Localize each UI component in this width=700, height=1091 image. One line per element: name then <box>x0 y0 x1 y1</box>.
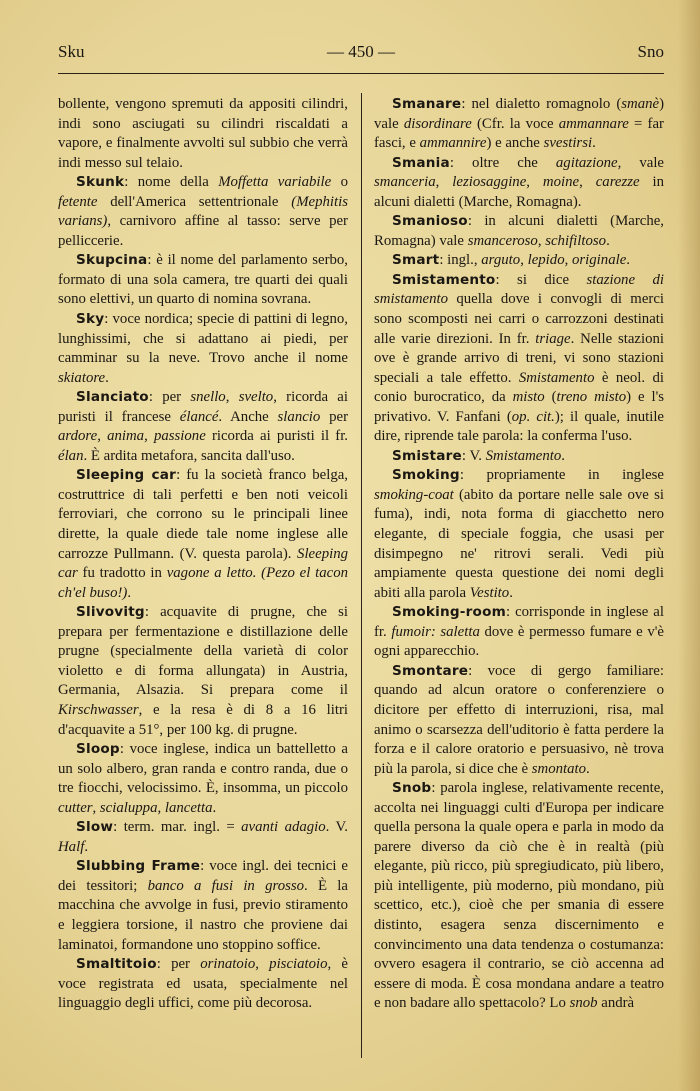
entry-headword: Smaltitoio <box>76 956 157 973</box>
entry-text: : voce inglese, indica un battelletto a un solo albero, gran randa e contro randa, due o tre fiocchi, velocissimo. È, insomma, un piccolo <box>58 741 348 797</box>
dictionary-entry <box>374 154 664 213</box>
entry-headword: Skunk <box>76 174 125 191</box>
entry-text: , è voce registrata ed usata, specialmente nel linguaggio degli uffici, come più decorosa. <box>58 956 349 1012</box>
italic-term: moine <box>542 174 580 191</box>
dictionary-entry <box>58 251 348 310</box>
italic-term: treno misto <box>556 389 627 406</box>
entry-text: , <box>579 174 596 191</box>
entry-text: : per <box>148 389 191 406</box>
entry-text: , <box>225 389 239 406</box>
italic-term: misto <box>512 389 545 406</box>
italic-term: smontato <box>531 760 587 777</box>
entry-text: , <box>255 956 270 973</box>
entry-text: quella dove i convogli di merci sono scomposti nei carri o carrozzoni destinati alle varie direzioni. In fr. <box>374 291 664 347</box>
entry-text: . Nelle stazioni ove è grande arrivo di treni, vi sono stazioni speciali a tale effetto. <box>374 330 665 386</box>
dictionary-entry <box>374 779 664 1014</box>
italic-term: smoking-coat <box>374 486 454 503</box>
entry-headword: Smistamento <box>392 271 496 288</box>
italic-term: banco a fusi in grosso <box>147 877 305 894</box>
entry-text: . <box>606 232 610 249</box>
italic-term: Smistamento <box>485 447 562 464</box>
italic-term: slancio <box>277 408 321 425</box>
entry-text: ) e l's privativo. V. Fanfani ( <box>374 389 664 425</box>
entry-text: = far fasci, e <box>374 115 664 152</box>
entry-headword: Smania <box>392 154 450 171</box>
entry-text: : propriamente in inglese <box>459 467 664 484</box>
header-left-guide-word: Sku <box>58 42 85 61</box>
italic-term: op. cit. <box>511 408 555 425</box>
italic-term: triage <box>535 330 571 347</box>
italic-term: (Mephitis varians) <box>58 193 348 230</box>
page-number: — 450 — <box>327 42 395 61</box>
entry-text: fu tradotto in <box>77 565 167 582</box>
entry-headword: Slanciato <box>76 389 149 406</box>
entry-text: , e la resa è di 8 a 16 litri d'acquavite a 51°, per 100 kg. di prugne. <box>58 701 348 738</box>
entry-text: : nome della <box>124 174 219 191</box>
entry-headword: Smanioso <box>392 213 468 230</box>
entry-text: , ricorda ai puristi il francese <box>58 389 348 425</box>
entry-text: : ingl., <box>439 252 482 269</box>
italic-term: arguto <box>481 252 521 269</box>
italic-term: fumoir: saletta <box>391 623 480 640</box>
entry-text: : acquavite di prugne, che si prepara per fermentazione e distillazione delle prugne (specialmente della varietà di color violetto e di forma allungata) in Austria, Germania, Alsazia. Si prepara come il <box>58 604 348 699</box>
entry-headword: Sky <box>76 311 105 328</box>
entry-headword: Smart <box>392 252 440 269</box>
entry-text: , <box>97 428 108 445</box>
column-divider <box>361 93 362 1058</box>
entry-text: : in alcuni dialetti (Marche, Romagna) vale <box>374 213 664 249</box>
left-column <box>58 95 348 1014</box>
entry-text: : è il nome del parlamento serbo, formato di una sola camera, tre quarti dei quali sono elettivi, un quarto di nomina sovrana. <box>58 252 348 308</box>
dictionary-entry <box>58 818 348 857</box>
italic-term: originale <box>572 252 627 269</box>
dictionary-entry <box>58 466 348 603</box>
entry-text: : voce ingl. dei tecnici e dei tessitori; <box>58 858 348 894</box>
entry-text: : si dice <box>495 271 587 288</box>
header-right-guide-word: Sno <box>637 42 664 61</box>
italic-term: élancé <box>179 408 219 425</box>
entry-text: : parola inglese, relativamente recente, accolta nei linguaggi culti d'Europa per indicare quella persona la quale opera e parla in modo da parere diverso da ciò che è in realtà (più elegante, più ricco, più spregiudicato, più libero, più intelligente, più moderno, più mondano, più scettico, etc.), cioè che per smania di essere distinto, esagera senza discernimento e convincimento una data tendenza o costumanza: ovvero esagera il contrario, se ciò accenna ad essere di moda. È cosa mondana andare a teatro e non badare allo spettacolo? Lo <box>374 780 664 1012</box>
entry-headword: Slubbing Frame <box>76 858 201 875</box>
entry-text: . <box>509 584 513 601</box>
entry-text: . <box>592 135 596 152</box>
italic-term: ammannire <box>419 135 487 152</box>
dictionary-entry <box>58 955 348 1014</box>
entry-text: . <box>212 799 217 816</box>
entry-text: dell'America settentrionale <box>97 193 292 210</box>
entry-text: , <box>144 428 154 445</box>
entry-text: , <box>157 799 165 816</box>
right-column <box>374 95 664 1014</box>
entry-continuation <box>58 95 348 173</box>
italic-term: cutter <box>58 799 93 816</box>
entry-text: ) vale <box>374 96 664 132</box>
italic-term: vagone a letto. (Pezo el tacon ch'el buso!) <box>58 565 348 601</box>
italic-term: Half <box>58 838 85 855</box>
entry-headword: Smoking-room <box>392 604 506 621</box>
entry-text: : V. <box>461 447 486 464</box>
entry-text: : nel dialetto romagnolo ( <box>461 96 622 112</box>
entry-text: , vale <box>617 154 665 171</box>
dictionary-entry <box>58 603 348 740</box>
entry-text: , <box>526 174 543 191</box>
italic-term: élan <box>58 447 84 464</box>
dictionary-entry <box>58 310 348 388</box>
entry-text: andrà <box>597 995 635 1012</box>
entry-text: ) e anche <box>486 135 544 152</box>
entry-text: : voce nordica; specie di pattini di legno, lunghissimi, che si adattano ai piedi, per camminar su la neve. Trovo anche il nome <box>58 311 348 367</box>
entry-headword: Smistare <box>392 447 462 464</box>
entry-text: . <box>626 252 630 269</box>
italic-term: Moffetta variabile <box>218 174 332 191</box>
entry-text: . <box>586 760 590 777</box>
entry-text: . V. <box>325 819 349 836</box>
entry-text: . È ardita metafora, sancita dall'uso. <box>83 447 295 464</box>
italic-term: agitazione <box>555 154 618 171</box>
entry-headword: Snob <box>392 780 432 797</box>
italic-term: skiatore <box>58 369 106 386</box>
entry-text: . Anche <box>218 408 278 425</box>
entry-text: , <box>537 232 546 249</box>
entry-text: in alcuni dialetti (Marche, Romagna). <box>374 174 665 210</box>
italic-term: stazione di smistamento <box>374 271 664 308</box>
entry-text: è neol. di conio burocratico, da <box>374 369 664 406</box>
italic-term: orinatoio <box>200 956 256 973</box>
italic-term: schifiltoso <box>545 232 607 249</box>
italic-term: anima <box>107 428 145 445</box>
entry-text: ); il quale, inutile dire, riprende tale parola: la conferma l'uso. <box>374 408 664 445</box>
entry-text: (abito da portare nelle sale ove si fuma), indi, nota forma di giacchetto nero elegante, di speciale foggia, che usasi per disimpegno ne' ritrovi serali. Vedi più ampiamente questa questione dei nomi degli abiti alla parola <box>374 486 664 601</box>
entry-text: , <box>564 252 573 269</box>
entry-text: : fu la società franco belga, costruttrice di tali perfetti e ben noti veicoli ferroviari, che corrono su le principali linee dirette, la quale diede tale nome inglese alle carrozze Pullmann. (V. questa parola). <box>58 467 348 562</box>
italic-term: leziosaggine <box>452 174 527 191</box>
entry-text: : voce di gergo familiare: quando ad alcun oratore o conferenziere o dicitore per effetto di interruzioni, risa, mal animo o scarsezza dell'uditorio è fatta perdere la forza e il calore oratorio e persuasivo, nè trova più la parola, si dice che è <box>374 662 664 777</box>
italic-term: Vestito <box>469 584 510 601</box>
running-header <box>58 42 664 66</box>
header-rule <box>58 73 664 74</box>
italic-term: carezze <box>595 174 640 191</box>
entry-headword: Smontare <box>392 662 469 679</box>
entry-text: . <box>105 369 109 386</box>
entry-text: ricorda ai puristi il fr. <box>205 428 349 445</box>
dictionary-entry <box>374 466 664 603</box>
italic-term: Kirschwasser <box>58 701 139 718</box>
italic-term: Smistamento <box>518 369 595 386</box>
italic-term: svestirsi <box>543 135 593 152</box>
entry-headword: Skupcina <box>76 252 148 269</box>
italic-term: svelto <box>238 389 274 406</box>
entry-headword: Smoking <box>392 467 460 484</box>
entry-text: (Cfr. la voce <box>471 115 559 132</box>
entry-text: , <box>435 174 453 191</box>
entry-text: . <box>127 584 132 601</box>
entry-text: . È la macchina che avvolge in fusi, previo stiramento e leggiera torsione, il nastro che proviene dai laminatoi, formandone uno stoppino soffice. <box>58 877 348 953</box>
dictionary-entry <box>58 173 348 251</box>
entry-text: , <box>520 252 528 269</box>
italic-term: avanti adagio <box>241 819 326 836</box>
entry-text: o <box>331 174 348 191</box>
entry-text: . <box>84 838 89 855</box>
entry-text: dove è permesso fumare e v'è ogni apparecchio. <box>374 623 664 660</box>
entry-headword: Sleeping car <box>76 467 177 484</box>
dictionary-entry <box>374 95 664 154</box>
italic-term: fetente <box>58 193 98 210</box>
italic-term: scialuppa <box>99 799 158 816</box>
entry-headword: Slivovitg <box>76 604 145 621</box>
dictionary-entry <box>58 388 348 466</box>
italic-term: ardore <box>58 428 98 445</box>
entry-text: ( <box>544 389 557 406</box>
dictionary-entry <box>374 603 664 662</box>
italic-term: smanceria <box>374 174 436 191</box>
italic-term: Sleeping car <box>58 545 348 582</box>
italic-term: disordinare <box>403 115 472 132</box>
entry-headword: Sloop <box>76 741 120 758</box>
dictionary-entry <box>374 251 664 271</box>
italic-term: snello <box>190 389 226 406</box>
entry-text: . <box>561 447 565 464</box>
dictionary-entry <box>58 740 348 818</box>
entry-text: per <box>320 408 349 425</box>
italic-term: smanceroso <box>467 232 538 249</box>
entry-text: : oltre che <box>449 154 556 171</box>
italic-term: ammannare <box>558 115 629 132</box>
dictionary-entry <box>374 662 664 779</box>
italic-term: lancetta <box>164 799 213 816</box>
entry-text: : corrisponde in inglese al fr. <box>374 604 664 640</box>
entry-headword: Slow <box>76 819 114 836</box>
italic-term: pisciatoio <box>269 956 328 973</box>
page-spine-shadow <box>678 0 700 1091</box>
entry-text: : term. mar. ingl. = <box>113 819 242 836</box>
entry-text: , <box>92 799 100 816</box>
entry-text: : per <box>156 956 201 973</box>
italic-term: snob <box>569 995 598 1012</box>
dictionary-entry <box>374 212 664 251</box>
entry-headword: Smanare <box>392 96 462 112</box>
italic-term: passione <box>153 428 206 445</box>
dictionary-entry <box>58 857 348 955</box>
italic-term: lepido <box>527 252 565 269</box>
dictionary-entry <box>374 447 664 467</box>
dictionary-entry <box>374 271 664 447</box>
entry-text: , carnivoro affine al tasso: serve per pelliccerie. <box>58 213 348 249</box>
italic-term: smanè <box>621 96 660 112</box>
entry-text: bollente, vengono spremuti da appositi cilindri, indi sono asciugati su cilindri riscaldati a vapore, e finalmente avvolti sul subbio che verrà indi messo sul telaio. <box>58 96 348 171</box>
